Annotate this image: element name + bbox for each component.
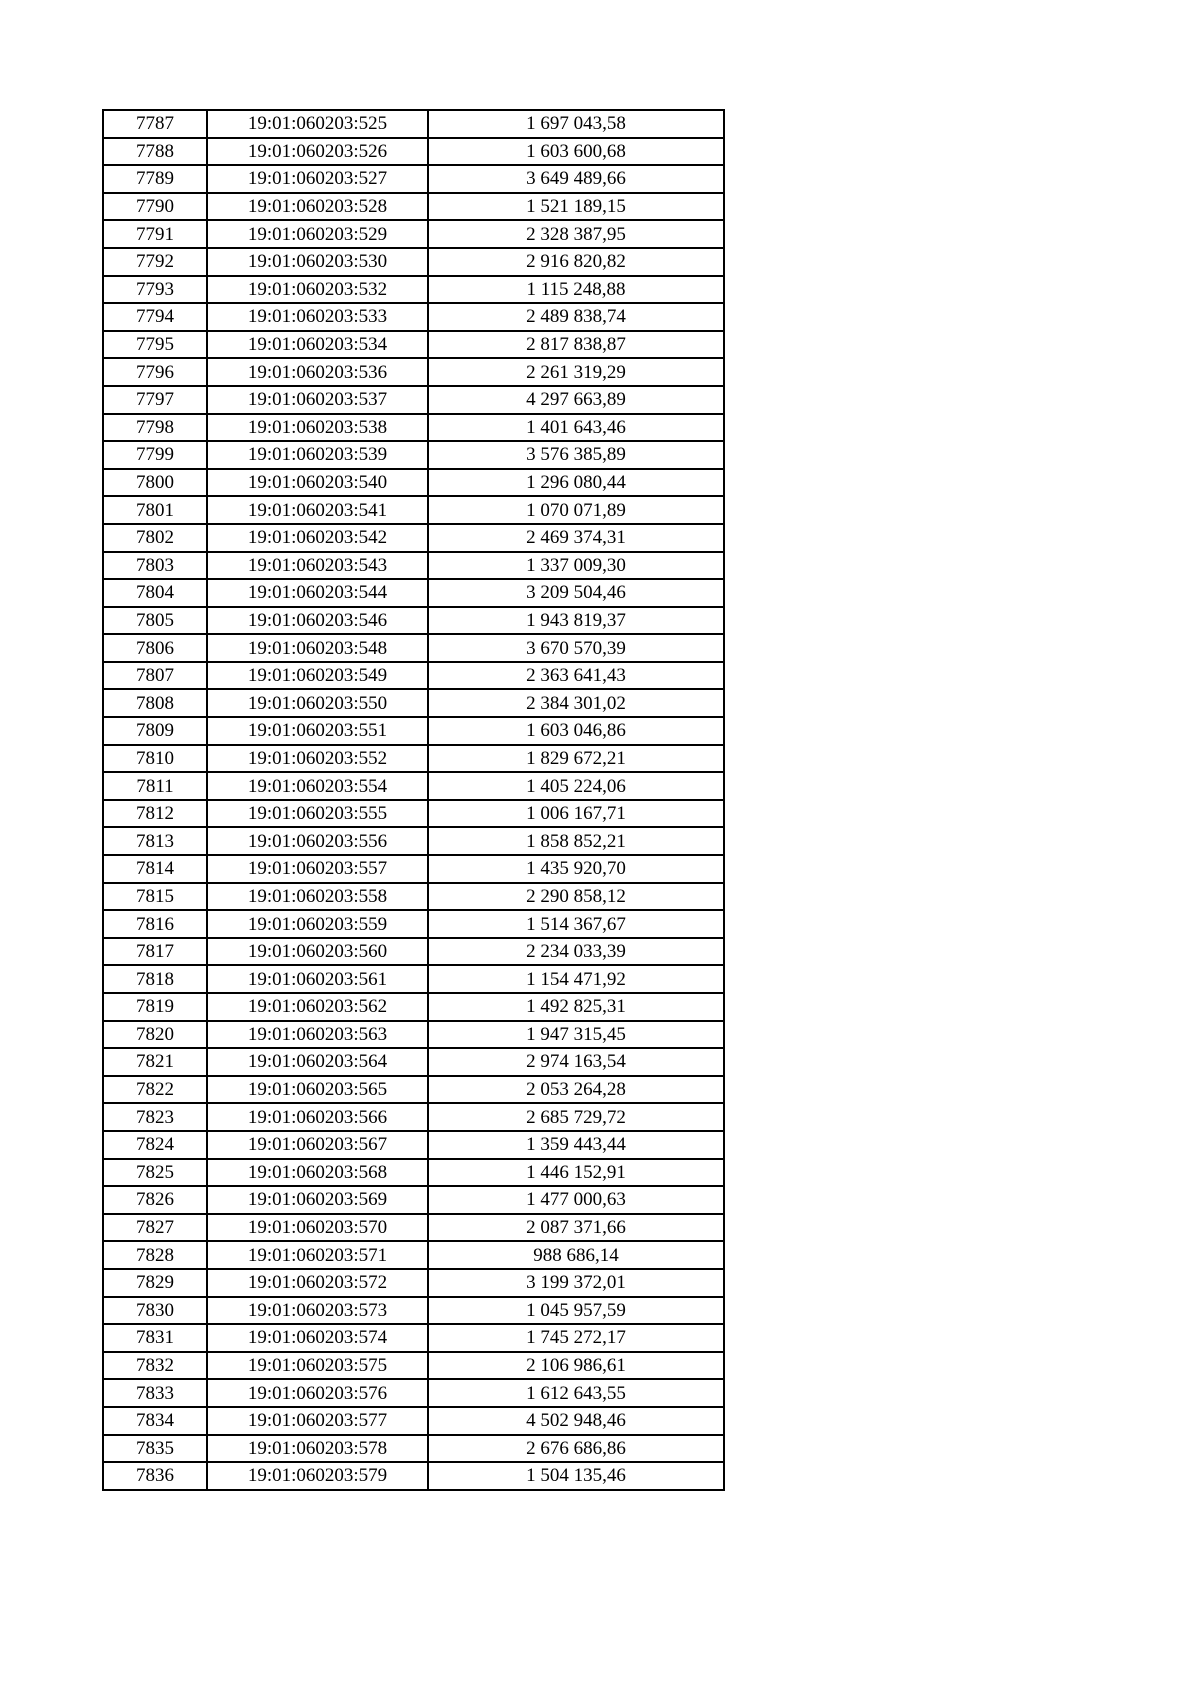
cadastral-number-cell: 19:01:060203:526 <box>207 138 428 166</box>
row-number-cell: 7822 <box>103 1076 207 1104</box>
cadastral-number-cell: 19:01:060203:561 <box>207 965 428 993</box>
value-cell: 1 829 672,21 <box>428 745 724 773</box>
cadastral-number-cell: 19:01:060203:532 <box>207 276 428 304</box>
cadastral-number-cell: 19:01:060203:544 <box>207 579 428 607</box>
table-row <box>103 579 724 607</box>
value-cell: 4 297 663,89 <box>428 386 724 414</box>
cadastral-number-cell: 19:01:060203:539 <box>207 441 428 469</box>
value-cell: 1 435 920,70 <box>428 855 724 883</box>
value-cell: 1 359 443,44 <box>428 1131 724 1159</box>
row-number-cell: 7800 <box>103 469 207 497</box>
table-row <box>103 220 724 248</box>
row-number-cell: 7797 <box>103 386 207 414</box>
cadastral-number-cell: 19:01:060203:554 <box>207 772 428 800</box>
row-number-cell: 7829 <box>103 1269 207 1297</box>
row-number-cell: 7793 <box>103 276 207 304</box>
value-cell: 1 337 009,30 <box>428 552 724 580</box>
value-cell: 988 686,14 <box>428 1241 724 1269</box>
table-row <box>103 993 724 1021</box>
cadastral-number-cell: 19:01:060203:555 <box>207 800 428 828</box>
table-row <box>103 1269 724 1297</box>
row-number-cell: 7825 <box>103 1159 207 1187</box>
cadastral-number-cell: 19:01:060203:577 <box>207 1407 428 1435</box>
value-cell: 1 446 152,91 <box>428 1159 724 1187</box>
table-row <box>103 1076 724 1104</box>
row-number-cell: 7807 <box>103 662 207 690</box>
value-cell: 2 290 858,12 <box>428 883 724 911</box>
row-number-cell: 7810 <box>103 745 207 773</box>
table-body <box>103 110 724 1490</box>
table-row <box>103 1379 724 1407</box>
row-number-cell: 7795 <box>103 331 207 359</box>
table-row <box>103 1297 724 1325</box>
value-cell: 2 261 319,29 <box>428 358 724 386</box>
value-cell: 3 209 504,46 <box>428 579 724 607</box>
row-number-cell: 7820 <box>103 1021 207 1049</box>
row-number-cell: 7801 <box>103 496 207 524</box>
value-cell: 1 943 819,37 <box>428 607 724 635</box>
cadastral-number-cell: 19:01:060203:560 <box>207 938 428 966</box>
table-row <box>103 469 724 497</box>
data-table <box>102 109 725 1491</box>
value-cell: 2 676 686,86 <box>428 1435 724 1463</box>
value-cell: 1 492 825,31 <box>428 993 724 1021</box>
cadastral-number-cell: 19:01:060203:534 <box>207 331 428 359</box>
value-cell: 1 401 643,46 <box>428 414 724 442</box>
table-row <box>103 1159 724 1187</box>
row-number-cell: 7790 <box>103 193 207 221</box>
row-number-cell: 7833 <box>103 1379 207 1407</box>
table-row <box>103 276 724 304</box>
value-cell: 1 154 471,92 <box>428 965 724 993</box>
row-number-cell: 7792 <box>103 248 207 276</box>
cadastral-number-cell: 19:01:060203:567 <box>207 1131 428 1159</box>
cadastral-number-cell: 19:01:060203:573 <box>207 1297 428 1325</box>
cadastral-number-cell: 19:01:060203:528 <box>207 193 428 221</box>
row-number-cell: 7806 <box>103 634 207 662</box>
cadastral-number-cell: 19:01:060203:556 <box>207 827 428 855</box>
cadastral-number-cell: 19:01:060203:562 <box>207 993 428 1021</box>
value-cell: 2 087 371,66 <box>428 1214 724 1242</box>
row-number-cell: 7798 <box>103 414 207 442</box>
value-cell: 1 514 367,67 <box>428 910 724 938</box>
value-cell: 2 328 387,95 <box>428 220 724 248</box>
table-row <box>103 717 724 745</box>
row-number-cell: 7818 <box>103 965 207 993</box>
row-number-cell: 7826 <box>103 1186 207 1214</box>
row-number-cell: 7816 <box>103 910 207 938</box>
value-cell: 2 916 820,82 <box>428 248 724 276</box>
cadastral-number-cell: 19:01:060203:541 <box>207 496 428 524</box>
value-cell: 2 974 163,54 <box>428 1048 724 1076</box>
row-number-cell: 7808 <box>103 689 207 717</box>
table-row <box>103 1048 724 1076</box>
cadastral-number-cell: 19:01:060203:571 <box>207 1241 428 1269</box>
value-cell: 1 405 224,06 <box>428 772 724 800</box>
cadastral-number-cell: 19:01:060203:542 <box>207 524 428 552</box>
value-cell: 1 612 643,55 <box>428 1379 724 1407</box>
row-number-cell: 7832 <box>103 1352 207 1380</box>
cadastral-number-cell: 19:01:060203:551 <box>207 717 428 745</box>
value-cell: 1 115 248,88 <box>428 276 724 304</box>
row-number-cell: 7828 <box>103 1241 207 1269</box>
table-row <box>103 165 724 193</box>
value-cell: 1 045 957,59 <box>428 1297 724 1325</box>
row-number-cell: 7813 <box>103 827 207 855</box>
table-row <box>103 1435 724 1463</box>
row-number-cell: 7812 <box>103 800 207 828</box>
table-row <box>103 827 724 855</box>
table-row <box>103 910 724 938</box>
value-cell: 2 053 264,28 <box>428 1076 724 1104</box>
cadastral-number-cell: 19:01:060203:558 <box>207 883 428 911</box>
cadastral-number-cell: 19:01:060203:579 <box>207 1462 428 1490</box>
cadastral-number-cell: 19:01:060203:538 <box>207 414 428 442</box>
value-cell: 1 296 080,44 <box>428 469 724 497</box>
cadastral-number-cell: 19:01:060203:576 <box>207 1379 428 1407</box>
table-row <box>103 1462 724 1490</box>
table-row <box>103 772 724 800</box>
table-row <box>103 1214 724 1242</box>
row-number-cell: 7815 <box>103 883 207 911</box>
cadastral-number-cell: 19:01:060203:568 <box>207 1159 428 1187</box>
cadastral-number-cell: 19:01:060203:578 <box>207 1435 428 1463</box>
row-number-cell: 7821 <box>103 1048 207 1076</box>
cadastral-number-cell: 19:01:060203:543 <box>207 552 428 580</box>
table-row <box>103 248 724 276</box>
cadastral-number-cell: 19:01:060203:566 <box>207 1103 428 1131</box>
cadastral-number-cell: 19:01:060203:565 <box>207 1076 428 1104</box>
table-row <box>103 883 724 911</box>
cadastral-number-cell: 19:01:060203:569 <box>207 1186 428 1214</box>
row-number-cell: 7836 <box>103 1462 207 1490</box>
cadastral-number-cell: 19:01:060203:557 <box>207 855 428 883</box>
cadastral-number-cell: 19:01:060203:529 <box>207 220 428 248</box>
row-number-cell: 7834 <box>103 1407 207 1435</box>
value-cell: 2 817 838,87 <box>428 331 724 359</box>
value-cell: 2 685 729,72 <box>428 1103 724 1131</box>
table-row <box>103 1021 724 1049</box>
row-number-cell: 7802 <box>103 524 207 552</box>
cadastral-number-cell: 19:01:060203:548 <box>207 634 428 662</box>
row-number-cell: 7805 <box>103 607 207 635</box>
table-row <box>103 110 724 138</box>
table-row <box>103 1131 724 1159</box>
value-cell: 2 469 374,31 <box>428 524 724 552</box>
value-cell: 3 576 385,89 <box>428 441 724 469</box>
table-row <box>103 1352 724 1380</box>
value-cell: 1 006 167,71 <box>428 800 724 828</box>
cadastral-number-cell: 19:01:060203:564 <box>207 1048 428 1076</box>
value-cell: 1 070 071,89 <box>428 496 724 524</box>
table-row <box>103 303 724 331</box>
table-row <box>103 855 724 883</box>
cadastral-number-cell: 19:01:060203:559 <box>207 910 428 938</box>
cadastral-number-cell: 19:01:060203:527 <box>207 165 428 193</box>
table-row <box>103 1103 724 1131</box>
value-cell: 1 603 600,68 <box>428 138 724 166</box>
row-number-cell: 7789 <box>103 165 207 193</box>
row-number-cell: 7809 <box>103 717 207 745</box>
row-number-cell: 7791 <box>103 220 207 248</box>
cadastral-number-cell: 19:01:060203:549 <box>207 662 428 690</box>
table-row <box>103 1407 724 1435</box>
cadastral-number-cell: 19:01:060203:537 <box>207 386 428 414</box>
table-row <box>103 1186 724 1214</box>
value-cell: 2 106 986,61 <box>428 1352 724 1380</box>
table-row <box>103 607 724 635</box>
value-cell: 1 477 000,63 <box>428 1186 724 1214</box>
row-number-cell: 7817 <box>103 938 207 966</box>
cadastral-number-cell: 19:01:060203:536 <box>207 358 428 386</box>
value-cell: 3 649 489,66 <box>428 165 724 193</box>
table-row <box>103 386 724 414</box>
value-cell: 1 603 046,86 <box>428 717 724 745</box>
table-row <box>103 1241 724 1269</box>
row-number-cell: 7819 <box>103 993 207 1021</box>
table-row <box>103 965 724 993</box>
cadastral-number-cell: 19:01:060203:550 <box>207 689 428 717</box>
value-cell: 2 489 838,74 <box>428 303 724 331</box>
cadastral-number-cell: 19:01:060203:540 <box>207 469 428 497</box>
value-cell: 1 858 852,21 <box>428 827 724 855</box>
row-number-cell: 7827 <box>103 1214 207 1242</box>
table-row <box>103 689 724 717</box>
table-row <box>103 414 724 442</box>
value-cell: 1 745 272,17 <box>428 1324 724 1352</box>
table-row <box>103 745 724 773</box>
row-number-cell: 7794 <box>103 303 207 331</box>
row-number-cell: 7835 <box>103 1435 207 1463</box>
row-number-cell: 7787 <box>103 110 207 138</box>
table-row <box>103 634 724 662</box>
value-cell: 2 234 033,39 <box>428 938 724 966</box>
cadastral-number-cell: 19:01:060203:552 <box>207 745 428 773</box>
row-number-cell: 7831 <box>103 1324 207 1352</box>
cadastral-number-cell: 19:01:060203:575 <box>207 1352 428 1380</box>
row-number-cell: 7823 <box>103 1103 207 1131</box>
table-row <box>103 938 724 966</box>
cadastral-number-cell: 19:01:060203:574 <box>207 1324 428 1352</box>
table-row <box>103 193 724 221</box>
table-row <box>103 496 724 524</box>
cadastral-number-cell: 19:01:060203:525 <box>207 110 428 138</box>
table-row <box>103 1324 724 1352</box>
table-row <box>103 331 724 359</box>
table-row <box>103 800 724 828</box>
value-cell: 4 502 948,46 <box>428 1407 724 1435</box>
cadastral-number-cell: 19:01:060203:572 <box>207 1269 428 1297</box>
table-row <box>103 524 724 552</box>
value-cell: 1 504 135,46 <box>428 1462 724 1490</box>
table-row <box>103 441 724 469</box>
value-cell: 3 199 372,01 <box>428 1269 724 1297</box>
row-number-cell: 7796 <box>103 358 207 386</box>
row-number-cell: 7788 <box>103 138 207 166</box>
row-number-cell: 7814 <box>103 855 207 883</box>
row-number-cell: 7803 <box>103 552 207 580</box>
value-cell: 3 670 570,39 <box>428 634 724 662</box>
value-cell: 2 384 301,02 <box>428 689 724 717</box>
cadastral-number-cell: 19:01:060203:546 <box>207 607 428 635</box>
table-row <box>103 662 724 690</box>
cadastral-number-cell: 19:01:060203:563 <box>207 1021 428 1049</box>
cadastral-number-cell: 19:01:060203:570 <box>207 1214 428 1242</box>
row-number-cell: 7830 <box>103 1297 207 1325</box>
value-cell: 1 521 189,15 <box>428 193 724 221</box>
table-row <box>103 552 724 580</box>
table-row <box>103 358 724 386</box>
row-number-cell: 7811 <box>103 772 207 800</box>
cadastral-number-cell: 19:01:060203:530 <box>207 248 428 276</box>
value-cell: 2 363 641,43 <box>428 662 724 690</box>
table-row <box>103 138 724 166</box>
row-number-cell: 7804 <box>103 579 207 607</box>
row-number-cell: 7824 <box>103 1131 207 1159</box>
value-cell: 1 947 315,45 <box>428 1021 724 1049</box>
cadastral-number-cell: 19:01:060203:533 <box>207 303 428 331</box>
row-number-cell: 7799 <box>103 441 207 469</box>
value-cell: 1 697 043,58 <box>428 110 724 138</box>
